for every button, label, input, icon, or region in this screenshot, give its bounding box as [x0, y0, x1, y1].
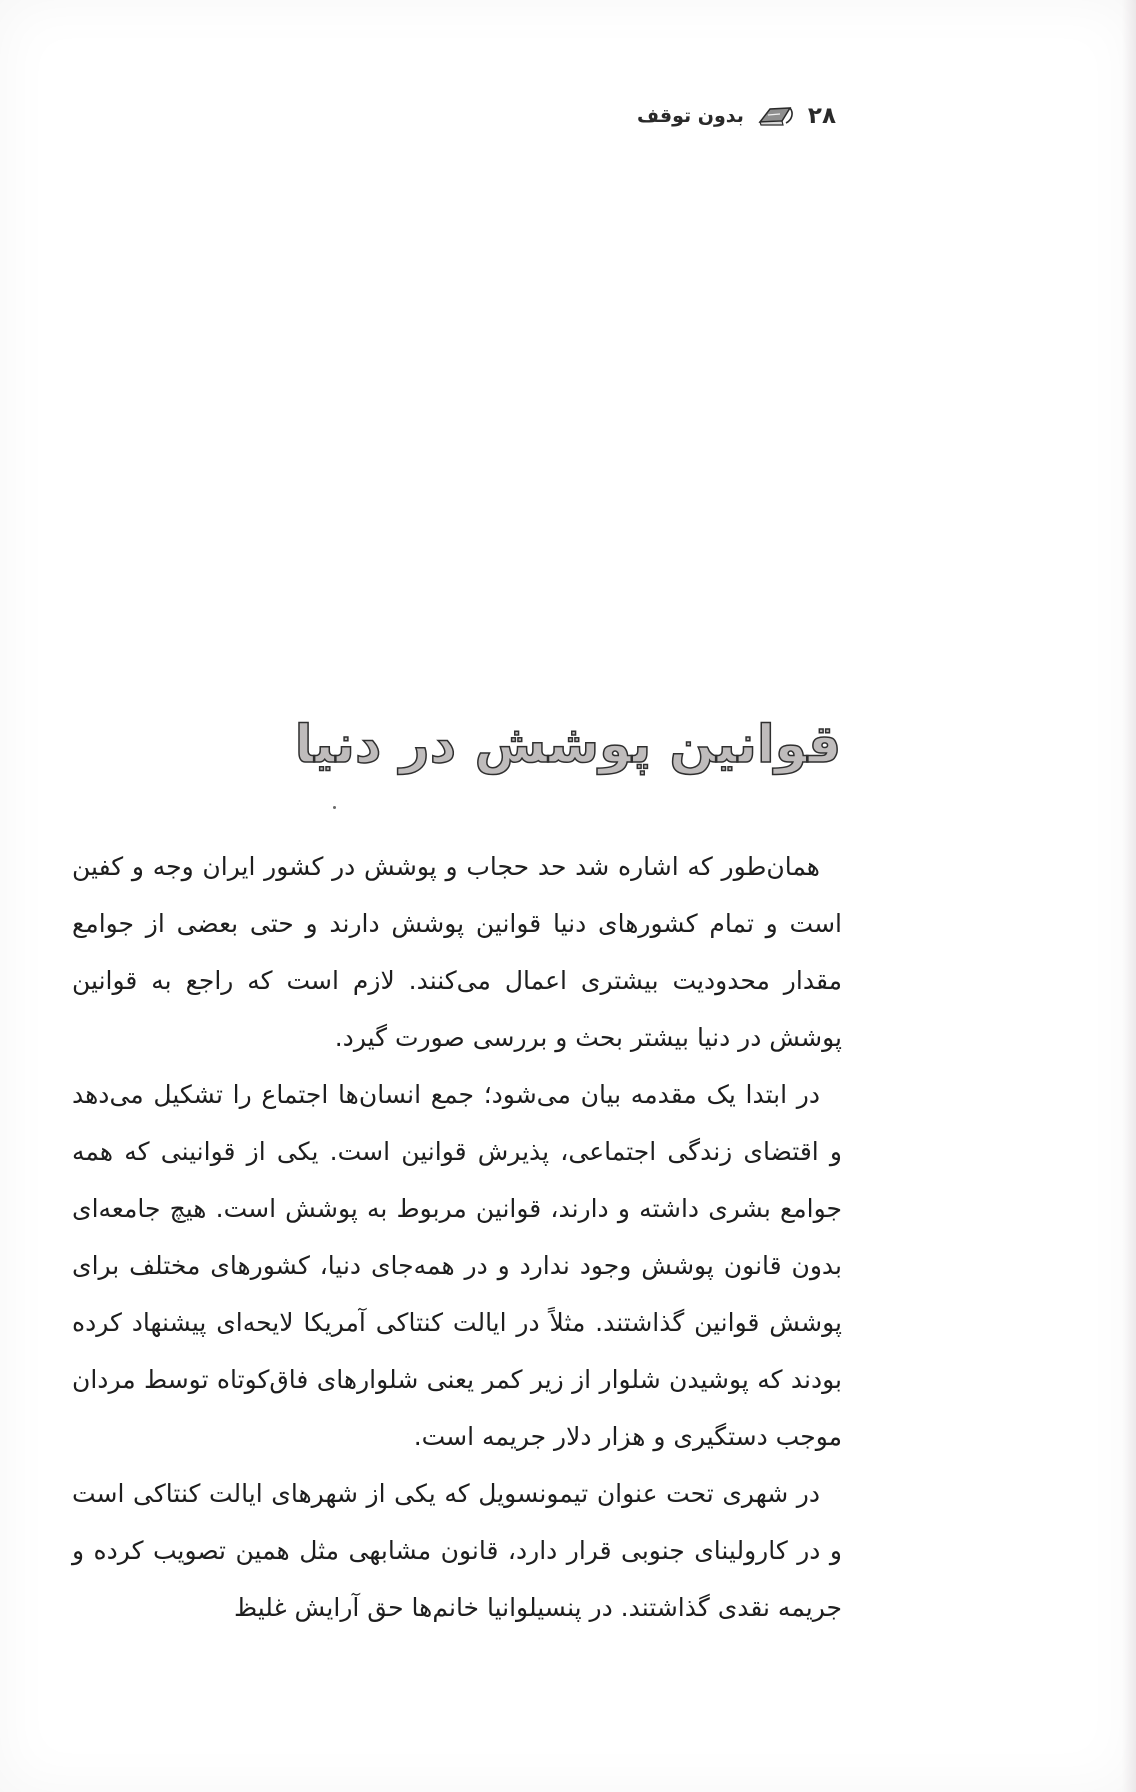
paragraph: در شهری تحت عنوان تیمونسویل که یکی از شهرهای ایالت کنتاکی است و در کارولینای جنوبی قرار دارد، قانون مشابهی مثل همین تصویب کرده و جریمه نقدی گذاشتند. در پنسیلوانیا خانم‌ها حق آرایش غلیظ — [72, 1479, 842, 1622]
chapter-title: قوانین پوشش در دنیا — [294, 715, 842, 775]
stray-dot — [333, 806, 336, 809]
paragraph: در ابتدا یک مقدمه بیان می‌شود؛ جمع انسان‌ها اجتماع را تشکیل می‌دهد و اقتضای زندگی اجتماعی، پذیرش قوانین است. یکی از قوانینی که همه جوامع بشری داشته و دارند، قوانین مربوط به پوشش است. هیچ جامعه‌ای بدون قانون پوشش وجود ندارد و در همه‌جای دنیا، کشورهای مختلف برای پوشش قوانین گذاشتند. مثلاً در ایالت کنتاکی آمریکا لایحه‌ای پیشنهاد کرده بودند که پوشیدن شلوار از زیر کمر یعنی شلوارهای فاق‌کوتاه توسط مردان موجب دستگیری و هزار دلار جریمه است. — [72, 1080, 842, 1451]
page-edge-shadow — [1122, 0, 1136, 1792]
running-header — [536, 96, 836, 136]
page-number: ۲۸ — [807, 103, 836, 129]
body-text — [72, 838, 842, 1636]
paragraph: همان‌طور که اشاره شد حد حجاب و پوشش در کشور ایران وجه و کفین است و تمام کشورهای دنیا قوانین پوشش دارند و حتی بعضی از جوامع مقدار محدودیت بیشتری اعمال می‌کنند. لازم است که راجع به قوانین پوشش در دنیا بیشتر بحث و بررسی صورت گیرد. — [72, 852, 842, 1052]
book-title: بدون توقف — [637, 105, 744, 127]
book-icon — [756, 104, 796, 128]
